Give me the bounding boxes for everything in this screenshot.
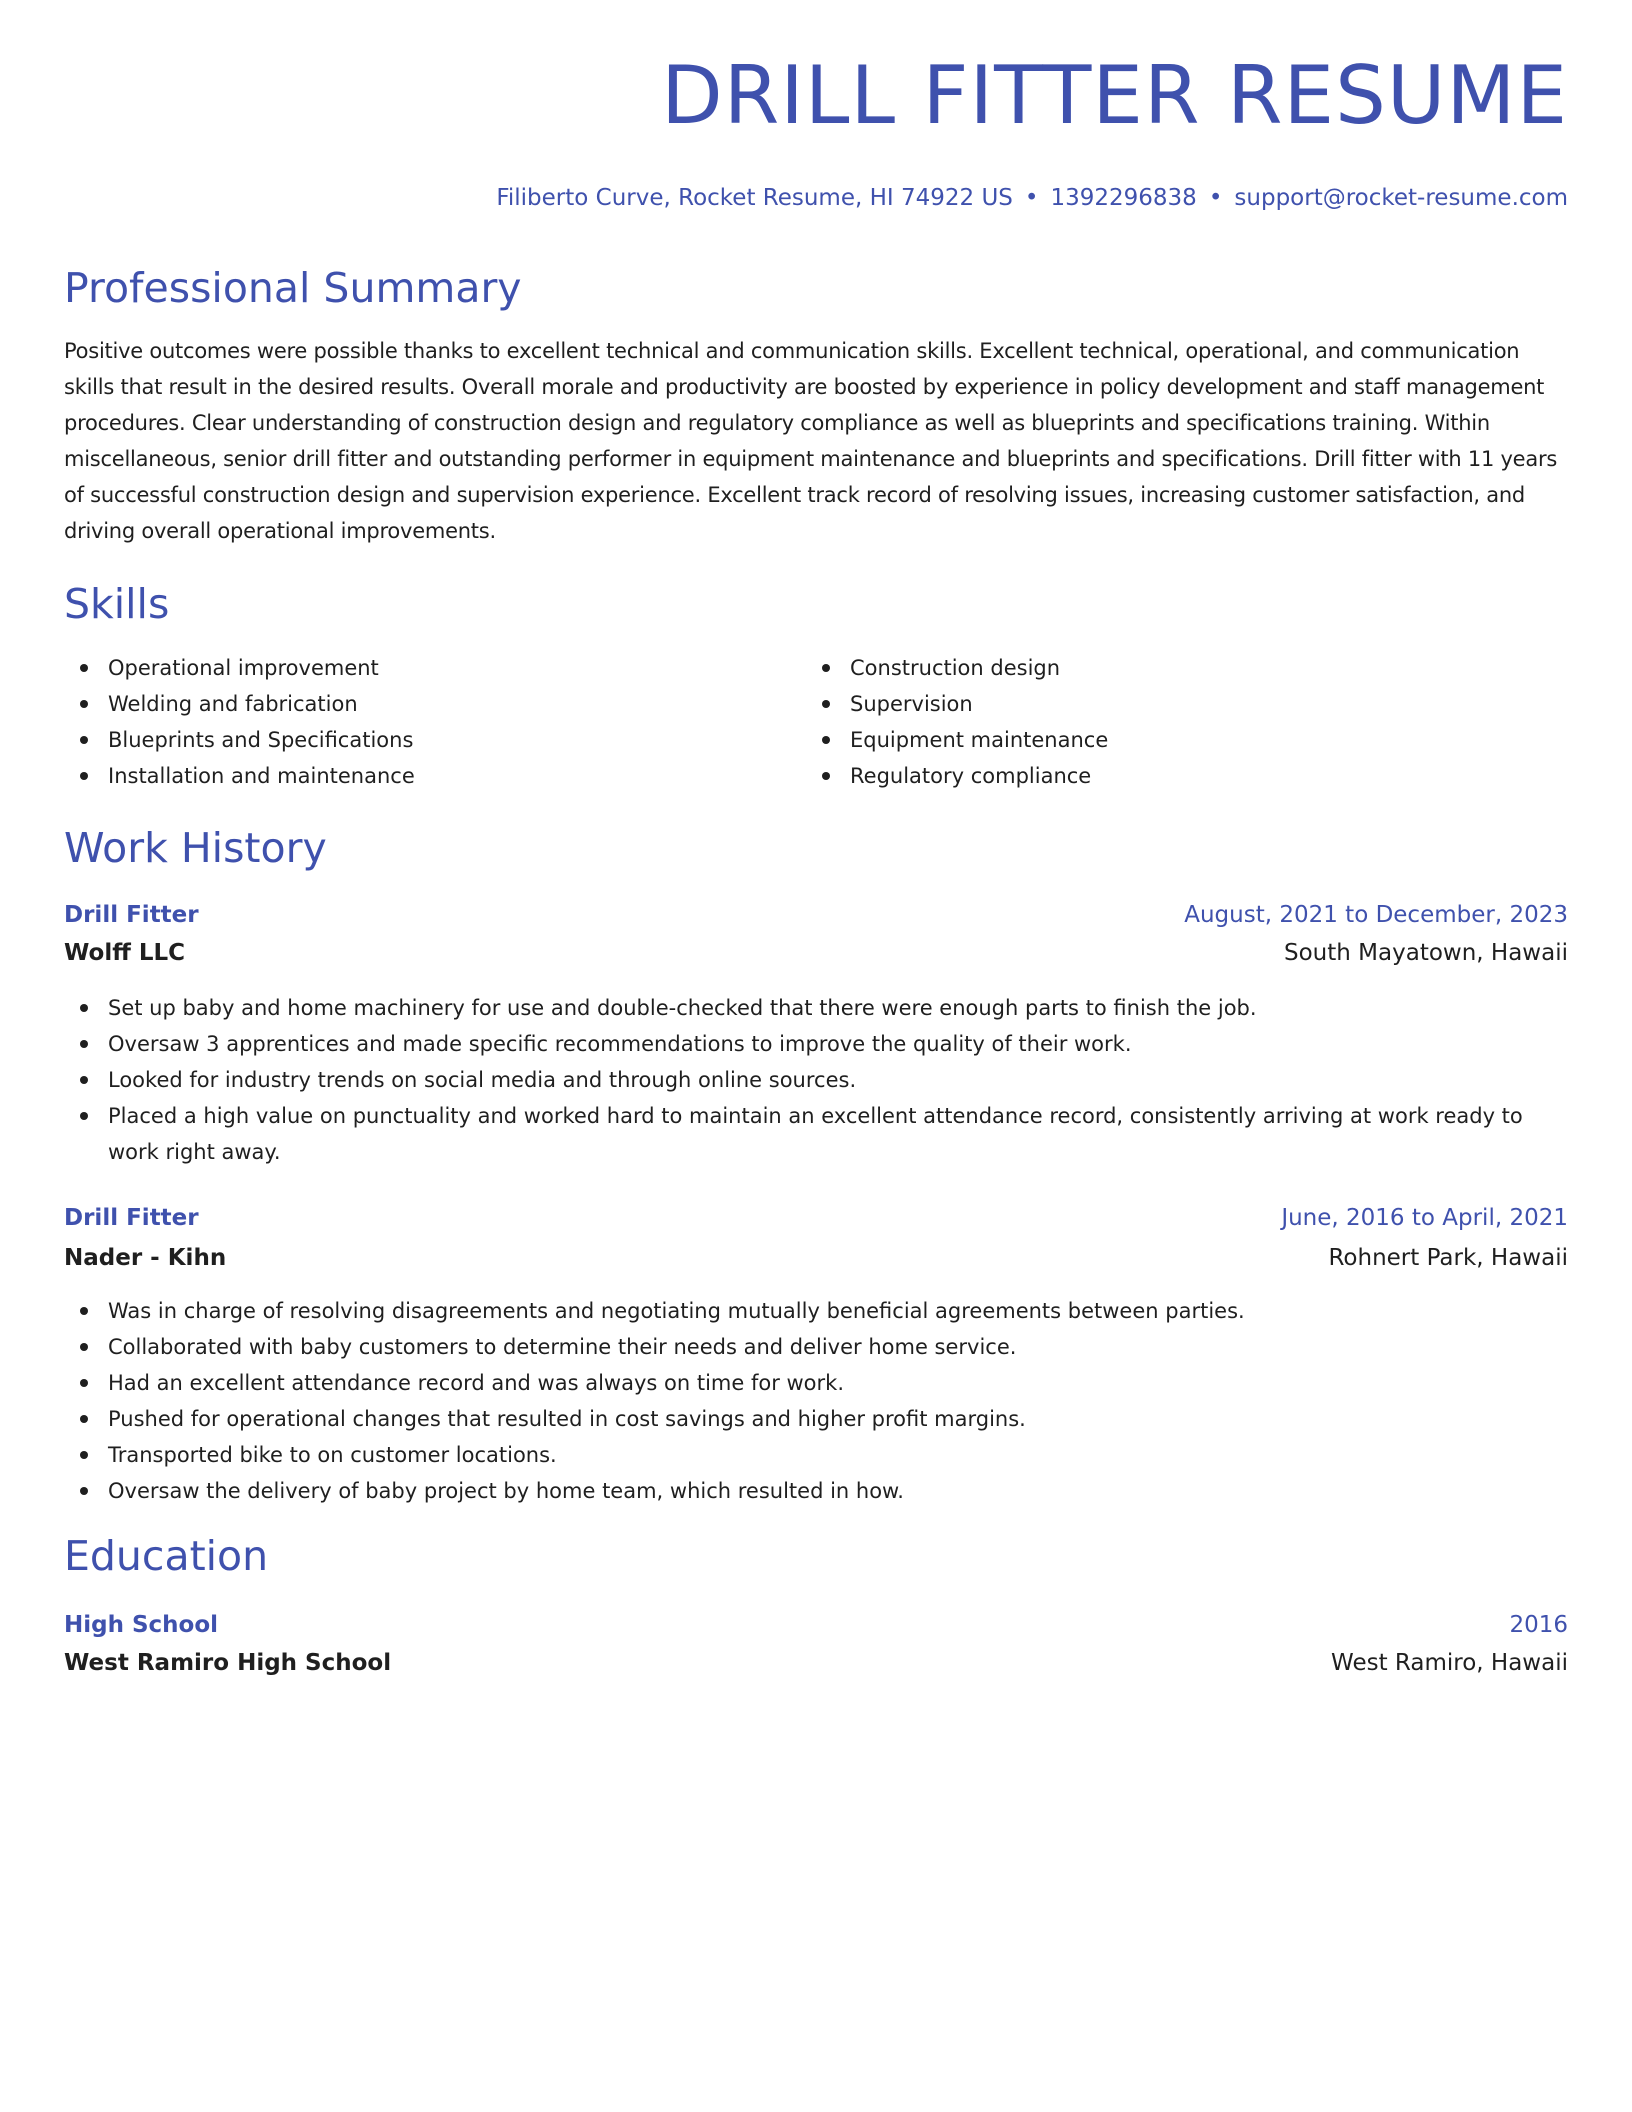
skill-item: Construction design — [806, 650, 1506, 686]
duty-item: Collaborated with baby customers to determine their needs and deliver home service. — [64, 1329, 1568, 1365]
duties-list — [64, 1293, 1568, 1509]
job-company-row — [64, 1240, 1568, 1276]
resume-title: DRILL FITTER RESUME — [661, 49, 1568, 142]
skills-right-column — [806, 650, 1506, 794]
job-location: Rohnert Park, Hawaii — [1328, 1245, 1568, 1271]
job-dates: August, 2021 to December, 2023 — [1184, 902, 1568, 928]
job-company: Nader - Kihn — [64, 1245, 227, 1271]
skills-left-list — [64, 650, 764, 794]
duty-item: Placed a high value on punctuality and worked hard to maintain an excellent attendance record, consistently arriving at work ready to work right away. — [64, 1098, 1568, 1170]
duty-item: Oversaw the delivery of baby project by home team, which resulted in how. — [64, 1473, 1568, 1509]
job-dates: June, 2016 to April, 2021 — [1281, 1205, 1568, 1231]
skills-right-list — [806, 650, 1506, 794]
education-school: West Ramiro High School — [64, 1650, 392, 1676]
contact-phone: 1392296838 — [1050, 185, 1197, 211]
duty-item: Was in charge of resolving disagreements and negotiating mutually beneficial agreements between parties. — [64, 1293, 1568, 1329]
skill-item: Operational improvement — [64, 650, 764, 686]
duty-item: Set up baby and home machinery for use and double-checked that there were enough parts to finish the job. — [64, 990, 1568, 1026]
duty-item: Pushed for operational changes that resulted in cost savings and higher profit margins. — [64, 1401, 1568, 1437]
contact-separator: • — [1024, 185, 1039, 211]
duty-item: Oversaw 3 apprentices and made specific recommendations to improve the quality of their work. — [64, 1026, 1568, 1062]
job-title-row — [64, 1200, 1568, 1236]
education-location: West Ramiro, Hawaii — [1331, 1650, 1568, 1676]
education-heading: Education — [64, 1532, 269, 1580]
duties-list — [64, 990, 1568, 1170]
skill-item: Blueprints and Specifications — [64, 722, 764, 758]
education-degree-row — [64, 1607, 1568, 1643]
duty-item: Transported bike to on customer locations. — [64, 1437, 1568, 1473]
education-school-row — [64, 1645, 1568, 1681]
skill-item: Regulatory compliance — [806, 758, 1506, 794]
duty-item: Had an excellent attendance record and was always on time for work. — [64, 1365, 1568, 1401]
job-company: Wolff LLC — [64, 940, 186, 966]
contact-separator: • — [1208, 185, 1223, 211]
job-location: South Mayatown, Hawaii — [1284, 940, 1568, 966]
job-title: Drill Fitter — [64, 902, 199, 928]
contact-line — [496, 181, 1568, 215]
skills-left-column — [64, 650, 764, 794]
job-title-row — [64, 897, 1568, 933]
job-title: Drill Fitter — [64, 1205, 199, 1231]
skill-item: Installation and maintenance — [64, 758, 764, 794]
work-history-heading: Work History — [64, 824, 327, 872]
skill-item: Equipment maintenance — [806, 722, 1506, 758]
contact-address: Filiberto Curve, Rocket Resume, HI 74922 US — [496, 185, 1013, 211]
education-degree: High School — [64, 1612, 219, 1638]
education-year: 2016 — [1509, 1612, 1568, 1638]
skills-heading: Skills — [64, 580, 170, 628]
skill-item: Supervision — [806, 686, 1506, 722]
duty-item: Looked for industry trends on social media and through online sources. — [64, 1062, 1568, 1098]
contact-email: support@rocket-resume.com — [1234, 185, 1568, 211]
job-duties — [64, 990, 1568, 1170]
skill-item: Welding and fabrication — [64, 686, 764, 722]
job-company-row — [64, 935, 1568, 971]
job-duties — [64, 1293, 1568, 1509]
summary-heading: Professional Summary — [64, 264, 522, 312]
summary-text: Positive outcomes were possible thanks to excellent technical and communication skills. Excellent technical, operational, and communication skills that result in the desired results. Overall morale and productivity are boosted by experience in policy development and staff management procedures. Clear understanding of construction design and regulatory compliance as well as blueprints and specifications training. Within miscellaneous, senior drill fitter and outstanding performer in equipment maintenance and blueprints and specifications. Drill fitter with 11 years of successful construction design and supervision experience. Excellent track record of resolving issues, increasing customer satisfaction, and driving overall operational improvements. — [64, 339, 1558, 543]
